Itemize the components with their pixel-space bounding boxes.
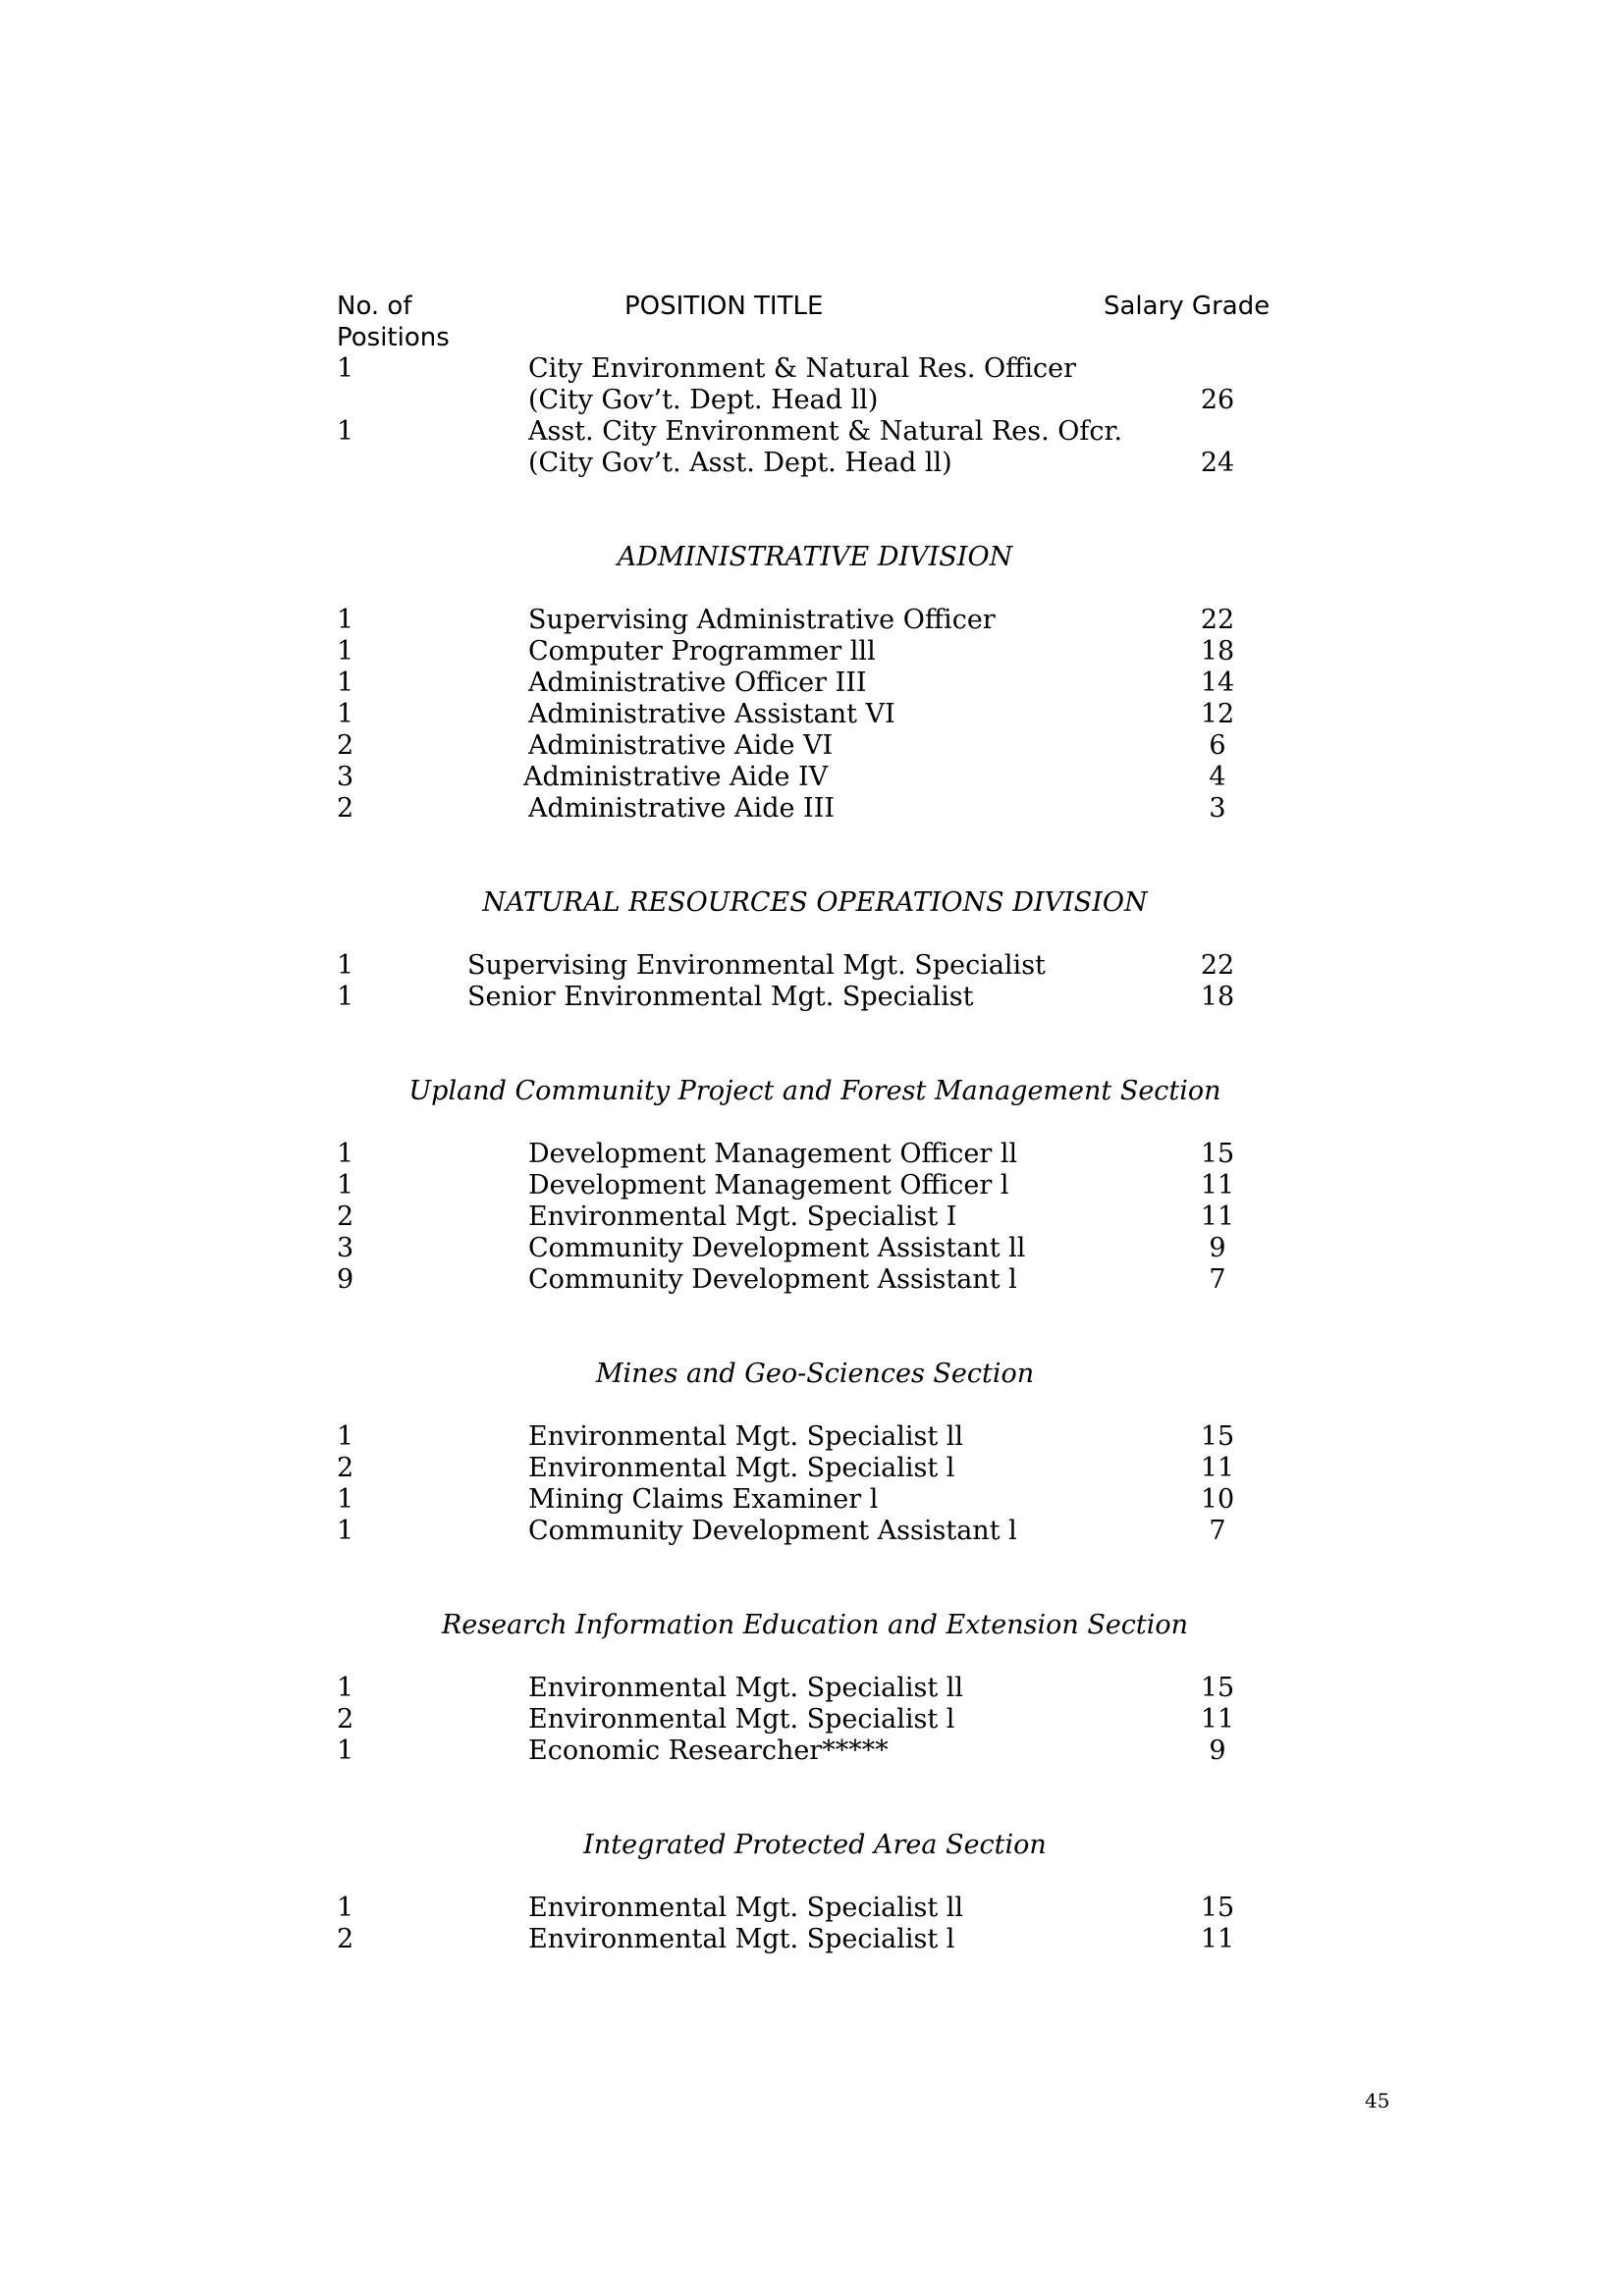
row-grade: 11 [1200,1201,1235,1232]
row-count: 1 [337,1421,354,1452]
row-grade: 24 [1200,448,1235,478]
section-heading: Upland Community Project and Forest Management Section [408,1076,1221,1106]
row-count: 2 [337,730,354,761]
row-title: Environmental Mgt. Specialist l [528,1704,955,1735]
row-grade: 15 [1200,1139,1235,1169]
row-count: 1 [337,353,354,384]
row-grade: 15 [1200,1893,1235,1923]
row-title: Asst. City Environment & Natural Res. Ofcr. [528,416,1123,447]
row-count: 1 [337,605,354,635]
section-heading: Integrated Protected Area Section [583,1830,1047,1860]
page-number: 45 [1365,2089,1390,2112]
row-title: Community Development Assistant l [528,1516,1017,1546]
row-grade: 26 [1200,385,1235,415]
row-count: 2 [337,793,354,824]
row-title: Environmental Mgt. Specialist l [528,1924,955,1954]
row-title: Environmental Mgt. Specialist l [528,1453,955,1483]
section-heading: ADMINISTRATIVE DIVISION [617,542,1013,572]
row-grade: 18 [1200,982,1235,1012]
row-grade: 4 [1209,762,1226,792]
row-title: Supervising Environmental Mgt. Specialist [467,950,1046,981]
row-title: Community Development Assistant l [528,1264,1017,1295]
row-title: Mining Claims Examiner l [528,1484,879,1515]
row-title: Administrative Aide VI [528,730,834,761]
row-title: Community Development Assistant ll [528,1233,1026,1263]
row-count: 9 [337,1264,354,1295]
header-position-title: POSITION TITLE [624,292,824,321]
row-count: 1 [337,1893,354,1923]
row-count: 1 [337,1170,354,1201]
row-count: 3 [337,762,354,792]
row-grade: 7 [1209,1516,1226,1546]
header-no-of: No. of [337,292,412,321]
row-count: 1 [337,416,354,447]
row-title-line2: (City Gov’t. Dept. Head ll) [528,385,879,415]
row-count: 3 [337,1233,354,1263]
row-count: 1 [337,699,354,729]
row-grade: 15 [1200,1673,1235,1703]
row-count: 1 [337,982,354,1012]
section-heading: Mines and Geo-Sciences Section [595,1359,1035,1389]
row-title: Development Management Officer ll [528,1139,1018,1169]
row-grade: 11 [1200,1924,1235,1954]
row-grade: 9 [1209,1735,1226,1766]
row-grade: 18 [1200,636,1235,667]
row-title-line2: (City Gov’t. Asst. Dept. Head ll) [528,448,952,478]
row-title: Computer Programmer lll [528,636,876,667]
header-salary-grade: Salary Grade [1104,292,1271,321]
row-count: 1 [337,667,354,698]
row-title: Administrative Officer III [528,667,867,698]
row-count: 1 [337,950,354,981]
row-count: 2 [337,1453,354,1483]
row-count: 1 [337,636,354,667]
row-grade: 11 [1200,1170,1235,1201]
row-title: Economic Researcher***** [528,1735,889,1766]
row-count: 2 [337,1201,354,1232]
section-heading: Research Information Education and Extension Section [441,1610,1189,1640]
row-title: Development Management Officer l [528,1170,1009,1201]
row-title: Senior Environmental Mgt. Specialist [467,982,974,1012]
row-count: 2 [337,1924,354,1954]
row-count: 1 [337,1139,354,1169]
row-title: Environmental Mgt. Specialist ll [528,1673,964,1703]
row-grade: 14 [1200,667,1235,698]
row-grade: 15 [1200,1421,1235,1452]
row-grade: 11 [1200,1704,1235,1735]
row-count: 1 [337,1673,354,1703]
row-grade: 11 [1200,1453,1235,1483]
section-heading: NATURAL RESOURCES OPERATIONS DIVISION [482,887,1148,918]
row-grade: 22 [1200,605,1235,635]
row-title: Environmental Mgt. Specialist ll [528,1421,964,1452]
row-title: Environmental Mgt. Specialist I [528,1201,957,1232]
row-count: 1 [337,1516,354,1546]
row-title: Administrative Assistant VI [528,699,895,729]
row-title: City Environment & Natural Res. Officer [528,353,1077,384]
row-count: 1 [337,1735,354,1766]
row-grade: 3 [1209,793,1226,824]
row-count: 2 [337,1704,354,1735]
row-title: Supervising Administrative Officer [528,605,996,635]
row-grade: 22 [1200,950,1235,981]
row-grade: 9 [1209,1233,1226,1263]
row-grade: 10 [1200,1484,1235,1515]
row-title: Administrative Aide IV [523,762,829,792]
row-count: 1 [337,1484,354,1515]
row-grade: 6 [1209,730,1226,761]
header-positions: Positions [337,323,450,352]
row-grade: 12 [1200,699,1235,729]
row-title: Environmental Mgt. Specialist ll [528,1893,964,1923]
row-grade: 7 [1209,1264,1226,1295]
row-title: Administrative Aide III [528,793,836,824]
